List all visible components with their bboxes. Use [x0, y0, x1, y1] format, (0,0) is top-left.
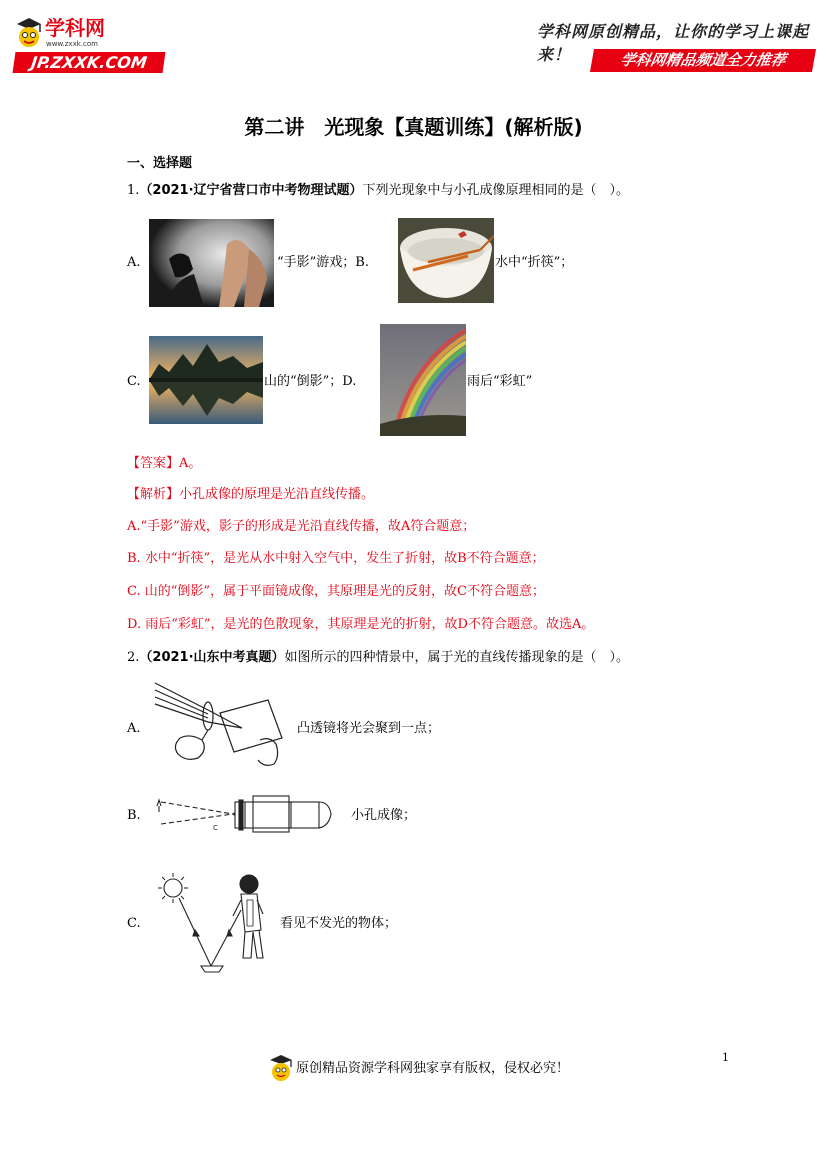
question-number: 1. — [127, 183, 140, 198]
rainbow-photo — [380, 324, 466, 436]
hand-shadow-photo — [149, 219, 274, 307]
question-1-stem — [127, 183, 629, 199]
q2-option-b-label: B. — [127, 808, 141, 823]
option-c-text: 山的“倒影”；D. — [264, 374, 357, 389]
q2-option-c-label: C. — [127, 916, 141, 931]
logo — [14, 16, 124, 50]
footer-mascot-icon — [268, 1053, 294, 1083]
analysis-line-b: B. 水中“折筷”，是光从水中射入空气中，发生了折射，故B不符合题意； — [127, 551, 545, 566]
q2-option-b-text: 小孔成像； — [351, 808, 417, 823]
option-a-label: A. — [127, 255, 141, 270]
footer-copyright: 原创精品资源学科网独家享有版权，侵权必究！ — [296, 1061, 570, 1076]
chopsticks-bowl-photo — [398, 218, 494, 303]
analysis-body: 小孔成像的原理是光沿直线传播。 — [179, 487, 375, 502]
q2-option-a-text: 凸透镜将光会聚到一点； — [297, 721, 441, 736]
q2-option-c-text: 看见不发光的物体； — [280, 916, 398, 931]
analysis-line-c: C. 山的“倒影”，属于平面镜成像，其原理是光的反射，故C不符合题意； — [127, 584, 545, 599]
analysis-line-a: A.“手影”游戏，影子的形成是光沿直线传播，故A符合题意； — [127, 519, 476, 534]
mascot-icon — [14, 16, 44, 50]
logo-name: 学科网 — [45, 16, 105, 40]
answer: 【答案】A。 — [127, 456, 202, 471]
question-text: 如图所示的四种情景中，属于光的直线传播现象的是（ ）。 — [284, 650, 630, 665]
mountain-reflection-photo — [149, 336, 263, 424]
page-number: 1 — [722, 1051, 729, 1064]
recommend-badge: 学科网精品频道全力推荐 — [590, 49, 816, 72]
option-d-text: 雨后“彩虹” — [467, 374, 533, 389]
option-b-text: 水中“折筷”； — [495, 255, 574, 270]
pinhole-camera-drawing — [153, 790, 345, 838]
section-heading: 一、选择题 — [127, 156, 193, 171]
analysis — [127, 487, 374, 503]
question-2-stem — [127, 650, 629, 666]
convex-lens-drawing — [150, 678, 290, 773]
question-source: （2021·山东中考真题） — [139, 650, 285, 665]
header-slogan: 学科网原创精品，让你的学习上课起来！ — [537, 22, 810, 64]
svg-text:C: C — [213, 824, 218, 832]
seeing-object-drawing — [153, 870, 275, 982]
page-title: 第二讲 光现象【真题训练】(解析版) — [244, 115, 583, 139]
analysis-line-d: D. 雨后“彩虹”，是光的色散现象，其原理是光的折射，故D不符合题意。故选A。 — [127, 617, 595, 632]
option-a-text: “手影”游戏；B. — [277, 255, 369, 270]
option-c-label: C. — [127, 374, 141, 389]
url-badge: JP.ZXXK.COM — [13, 52, 166, 73]
question-text: 下列光现象中与小孔成像原理相同的是（ ）。 — [362, 183, 630, 198]
q2-option-a-label: A. — [127, 721, 141, 736]
question-source: （2021·辽宁省营口市中考物理试题） — [139, 183, 363, 198]
logo-sub: www.zxxk.com — [46, 40, 98, 48]
sun-icon — [164, 879, 182, 897]
question-number: 2. — [127, 650, 140, 665]
analysis-heading: 【解析】 — [127, 487, 180, 502]
